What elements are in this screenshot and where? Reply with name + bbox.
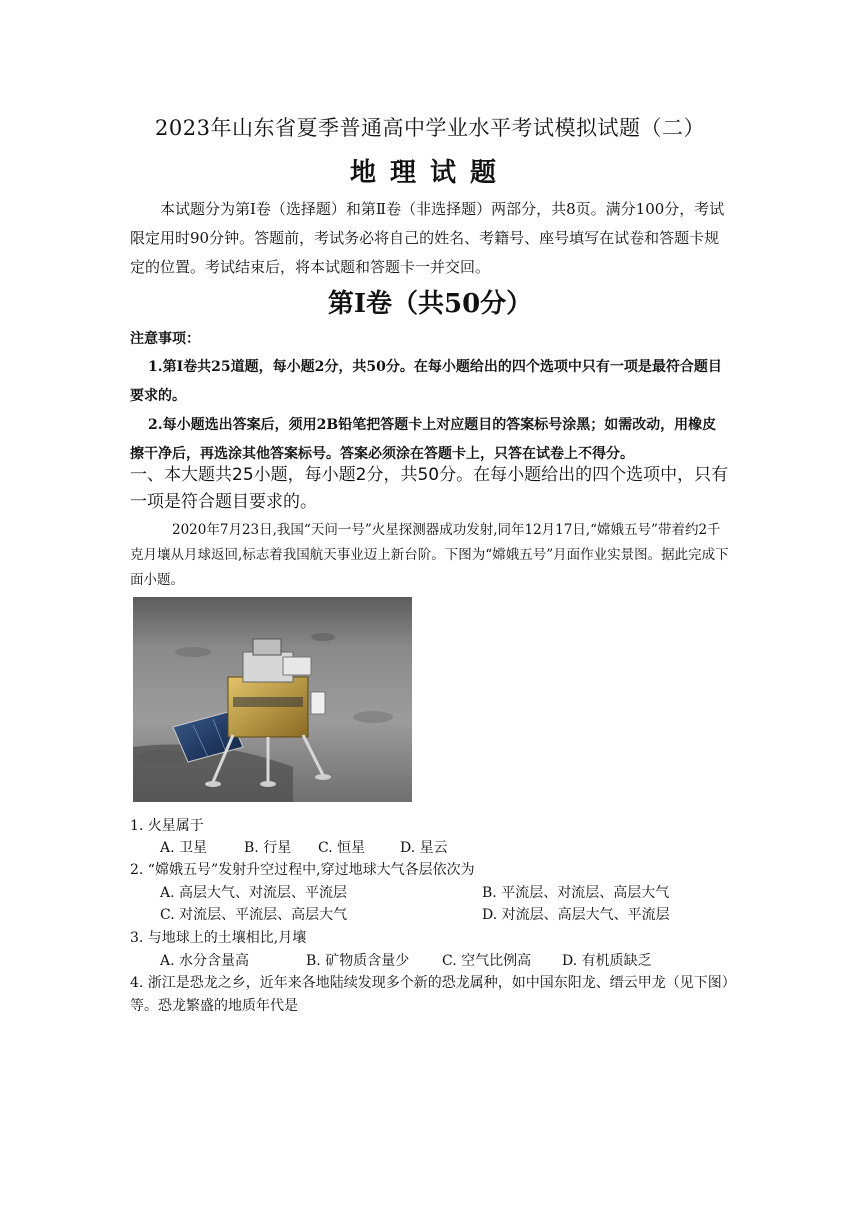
subject-title: 地理试题 xyxy=(349,158,510,188)
section-heading: 一、本大题共25小题，每小题2分，共50分。在每小题给出的四个选项中，只有一项是符合题目要求的。 xyxy=(130,465,729,512)
question-stem: 1. 火星属于 xyxy=(130,818,204,834)
answer-option: C. 对流层、平流层、高层大气 xyxy=(160,907,348,923)
exam-instructions: 本试题分为第Ⅰ卷（选择题）和第Ⅱ卷（非选择题）两部分，共8页。满分100分，考试限定用时90分钟。答题前，考试务必将自己的姓名、考籍号、座号填写在试卷和答题卡规定的位置。考试结束后，将本试题和答题卡一并交回。 xyxy=(130,200,725,276)
answer-option: D. 星云 xyxy=(400,840,448,856)
notice-heading: 注意事项： xyxy=(130,331,200,347)
answer-option: A. 水分含量高 xyxy=(160,953,250,969)
reading-passage: 2020年7月23日,我国“天问一号”火星探测器成功发射,同年12月17日,“嫦娥五号”带着约2千克月壤从月球返回,标志着我国航天事业迈上新台阶。下图为“嫦娥五号”月面作业实景图。据此完成下面小题。 xyxy=(130,522,729,588)
answer-option: A. 卫星 xyxy=(160,840,208,856)
answer-option: A. 高层大气、对流层、平流层 xyxy=(160,885,348,901)
answer-option: D. 对流层、高层大气、平流层 xyxy=(482,907,670,923)
part-one-title: 第Ⅰ卷（共50分） xyxy=(327,289,533,319)
answer-option: C. 恒星 xyxy=(318,840,366,856)
notice-item-1: 1.第Ⅰ卷共25道题，每小题2分，共50分。在每小题给出的四个选项中只有一项是最符合题目要求的。 xyxy=(130,359,722,404)
notice-item-2: 2.每小题选出答案后，须用2B铅笔把答题卡上对应题目的答案标号涂黑；如需改动，用橡皮擦干净后，再选涂其他答案标号。答案必须涂在答题卡上，只答在试卷上不得分。 xyxy=(130,417,717,462)
answer-option: C. 空气比例高 xyxy=(442,953,532,969)
question-stem: 4. 浙江是恐龙之乡，近年来各地陆续发现多个新的恐龙属种，如中国东阳龙、缙云甲龙（见下图）等。恐龙繁盛的地质年代是 xyxy=(130,975,729,1014)
lunar-lander-photo xyxy=(133,597,412,802)
exam-title: 2023年山东省夏季普通高中学业水平考试模拟试题（二） xyxy=(155,116,705,140)
question-stem: 3. 与地球上的土壤相比,月壤 xyxy=(130,930,307,946)
answer-option: D. 有机质缺乏 xyxy=(562,953,652,969)
answer-option: B. 矿物质含量少 xyxy=(306,953,410,969)
question-stem: 2. “嫦娥五号”发射升空过程中,穿过地球大气各层依次为 xyxy=(130,862,475,878)
answer-option: B. 平流层、对流层、高层大气 xyxy=(482,885,670,901)
answer-option: B. 行星 xyxy=(244,840,292,856)
